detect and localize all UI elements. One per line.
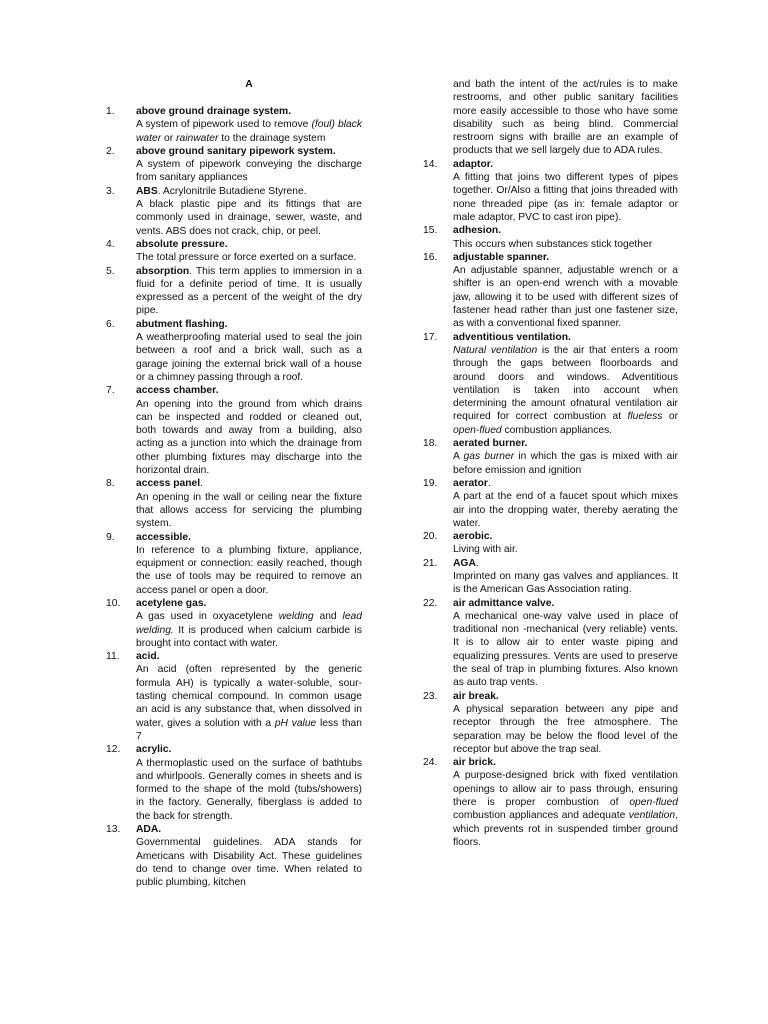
entry-number: 6.	[106, 318, 115, 330]
entry-term: adventitious ventilation.	[453, 331, 571, 343]
entry-definition	[136, 398, 362, 478]
definition-text: An opening into the ground from which drains can be inspected and rodded or cleaned out, both towards and away from a building, also acting as a junction into which the drainage from other plumbing fixtures may discharge into the horizontal drain.	[136, 398, 362, 477]
entry-number: 23.	[423, 690, 438, 702]
entry-number: 5.	[106, 265, 115, 277]
definition-text: A system of pipework conveying the discharge from sanitary appliances	[136, 159, 362, 184]
entry-term-suffix: .	[475, 557, 479, 569]
definition-text: or	[662, 411, 678, 423]
entry-term: air brick.	[453, 757, 496, 769]
entry-number: 9.	[106, 531, 115, 543]
definition-text: and	[313, 611, 343, 623]
glossary-entry	[106, 384, 362, 477]
definition-text: Living with air.	[453, 544, 518, 556]
entry-definition	[453, 769, 678, 849]
entry-number: 13.	[106, 824, 121, 836]
definition-italic-text: open-flued	[629, 797, 678, 809]
entry-term: adaptor.	[453, 158, 494, 170]
definition-italic-text: lead welding.	[136, 611, 362, 636]
left-entries	[106, 105, 362, 890]
entry-number: 1.	[106, 106, 115, 117]
entry-term: acid.	[136, 651, 160, 663]
entry-head	[453, 437, 678, 450]
entry-term: air break.	[453, 690, 499, 702]
right-entries	[423, 158, 678, 849]
entry-head	[453, 690, 678, 703]
definition-text: An adjustable spanner, adjustable wrench or a shifter is an open-end wrench with a movable jaw, allowing it to be used with different sizes of fastener head rather than just one fastener size, as with a conventional fixed spanner.	[453, 265, 678, 330]
definition-text: A part at the end of a faucet spout which mixes air into the dropping water, thereby aerating the water.	[453, 491, 678, 529]
entry-head	[136, 743, 362, 756]
entry-term: aerator	[453, 477, 488, 489]
entry-definition	[453, 490, 678, 530]
entry-term: AGA	[453, 557, 476, 569]
definition-text: A weatherproofing material used to seal the join between a roof and a brick wall, such as a garage joining the external brick wall of a house or a chimney passing through a roof.	[136, 332, 362, 383]
entry-number: 22.	[423, 597, 438, 609]
entry-definition	[136, 251, 362, 264]
glossary-entry	[106, 238, 362, 265]
entry-number: 17.	[423, 331, 438, 343]
entry-head	[453, 557, 678, 570]
entry-term: abutment flashing.	[136, 318, 228, 330]
entry-term: absorption	[136, 265, 190, 277]
entry-term: aerobic.	[453, 531, 493, 543]
definition-text: , which prevents rot in suspended timber ground floors.	[453, 810, 678, 848]
glossary-entry	[106, 743, 362, 823]
entry-term: access chamber.	[136, 385, 219, 397]
entry-definition	[453, 344, 678, 437]
glossary-entry	[106, 318, 362, 384]
entry-term: absolute pressure.	[136, 238, 228, 250]
entry-term: access panel	[136, 478, 201, 490]
definition-italic-text: ventilation	[628, 810, 676, 822]
definition-text: A mechanical one-way valve used in place of traditional non -mechanical (very reliable) vents. It is to allow air to enter waste piping and equalizing pressures. Vents are used to preserve the seal of trap in plumbing fixtures. Also known as auto trap vents.	[453, 610, 678, 689]
entry-number: 12.	[106, 744, 121, 756]
glossary-entry	[423, 597, 678, 690]
definition-text: A black plastic pipe and its fittings that are commonly used in drainage, sewer, waste, and vents. ABS does not crack, chip, or peel.	[136, 199, 362, 237]
definition-text: less than 7	[136, 717, 363, 742]
entry-head	[453, 530, 678, 543]
entry-head	[136, 265, 362, 318]
definition-text: Governmental guidelines. ADA stands for Americans with Disability Act. These guidelines do tend to change over time. When related to public plumbing, kitchen	[136, 837, 362, 889]
entry-definition	[136, 663, 362, 743]
entry-head	[136, 318, 362, 331]
entry-number: 8.	[106, 478, 115, 490]
entry-head	[136, 145, 362, 158]
entry-definition	[136, 757, 362, 823]
entry-number: 15.	[423, 225, 438, 237]
entry-head	[136, 531, 362, 544]
entry-head	[136, 597, 362, 610]
entry-term: acetylene gas.	[136, 597, 207, 609]
glossary-entry	[106, 145, 362, 185]
glossary-entry	[423, 530, 678, 557]
definition-text: An opening in the wall or ceiling near the fixture that allows access for servicing the plumbing system.	[136, 491, 362, 530]
entry-head	[136, 384, 362, 397]
glossary-entry	[423, 331, 678, 437]
entry-definition	[136, 610, 362, 650]
entry-term-suffix: .	[487, 477, 491, 489]
definition-text: A system of pipework used to remove	[136, 119, 312, 131]
definition-text: In reference to a plumbing fixture, appliance, equipment or connection: easily reached, though the use of tools may be required to remove an access panel or open a door.	[136, 544, 362, 596]
entry-number: 16.	[423, 251, 438, 263]
definition-italic-text: gas burner	[463, 451, 515, 463]
left-column	[106, 78, 362, 890]
entry-head	[453, 756, 678, 769]
entry-term: accessible.	[136, 531, 191, 543]
entry-definition	[136, 836, 362, 889]
definition-italic-text: open-flued	[453, 424, 502, 436]
entry-head	[136, 477, 362, 490]
entry-definition	[453, 703, 678, 756]
entry-head	[136, 823, 362, 836]
entry-definition	[453, 570, 678, 597]
entry-head	[453, 477, 678, 490]
entry-number: 14.	[423, 158, 438, 170]
entry-head	[136, 238, 362, 251]
entry-definition	[453, 264, 678, 330]
entry-definition	[136, 158, 362, 185]
definition-text: A gas used in oxyacetylene	[136, 611, 279, 623]
glossary-entry	[423, 158, 678, 224]
entry-definition	[136, 118, 362, 145]
entry-definition	[453, 450, 678, 477]
entry-term-suffix: . This term applies to immersion in a fluid for a definite period of time. It is usually expressed as a percent of the weight of the dry pipe.	[136, 265, 362, 317]
entry-term: acrylic.	[136, 744, 172, 756]
entry-continuation: and bath the intent of the act/rules is to make restrooms, and other public sanitary facilities more easily accessible to those who have some disability such as being blind. Commercial restroom signs with braille are an example of products that we sell largely due to ADA rules.	[453, 79, 678, 157]
glossary-entry	[423, 251, 678, 331]
definition-text: A physical separation between any pipe and receptor through the free atmosphere. The separation may be below the flood level of the receptor but above the trap seal.	[453, 703, 678, 755]
entry-head	[453, 251, 678, 264]
definition-text: A fitting that joins two different types of pipes together. Or/Also a fitting that joins threaded with none threaded pipe (as in: female adaptor or male adaptor, PVC to cast iron pipe).	[453, 172, 678, 223]
definition-text: to the drainage system	[218, 132, 326, 144]
glossary-entry	[106, 531, 362, 597]
entry-term: aerated burner.	[453, 438, 528, 450]
entry-head	[453, 224, 678, 237]
glossary-entry	[106, 823, 362, 889]
definition-text: A purpose-designed brick with fixed ventilation openings to allow air to pass through, ensuring there is proper combustion of	[453, 770, 678, 809]
glossary-entry	[106, 597, 362, 650]
entry-term-suffix: . Acrylonitrile Butadiene Styrene.	[157, 185, 307, 197]
entry-definition	[136, 331, 362, 384]
glossary-entry	[423, 756, 678, 849]
entry-term: adhesion.	[453, 225, 502, 237]
entry-number: 21.	[423, 557, 438, 569]
definition-italic-text: welding	[278, 611, 314, 623]
entry-number: 20.	[423, 531, 438, 543]
right-column	[423, 78, 678, 849]
glossary-entry	[106, 477, 362, 530]
entry-definition	[136, 491, 362, 531]
entry-head	[453, 331, 678, 344]
definition-text: combustion appliances and adequate	[453, 810, 629, 822]
definition-text: It is produced when calcium carbide is brought into contact with water.	[136, 624, 362, 649]
glossary-entry	[106, 650, 362, 743]
entry-number: 24.	[423, 757, 438, 769]
entry-term: air admittance valve.	[453, 597, 555, 609]
entry-head	[453, 158, 678, 171]
entry-term: above ground drainage system.	[136, 106, 292, 117]
glossary-entry	[423, 690, 678, 756]
entry-term: above ground sanitary pipework system.	[136, 145, 336, 157]
glossary-entry	[423, 437, 678, 477]
glossary-entry	[106, 185, 362, 238]
definition-italic-text: rainwater	[176, 132, 219, 144]
definition-text: A	[453, 451, 464, 463]
entry-number: 18.	[423, 438, 438, 450]
definition-text: combustion appliances.	[501, 424, 613, 436]
entry-definition	[136, 544, 362, 597]
glossary-entry	[423, 224, 678, 251]
section-heading: A	[245, 79, 253, 90]
entry-number: 3.	[106, 185, 115, 197]
glossary-entry	[106, 105, 362, 145]
entry-definition	[453, 543, 678, 556]
glossary-entry	[423, 557, 678, 597]
definition-italic-text: flueless	[627, 411, 663, 423]
entry-head	[136, 185, 362, 198]
glossary-entry	[106, 265, 362, 318]
entry-term: ABS	[136, 185, 158, 197]
entry-head	[136, 650, 362, 663]
entry-number: 10.	[106, 597, 121, 609]
definition-text: This occurs when substances stick together	[453, 238, 653, 250]
definition-text: A thermoplastic used on the surface of bathtubs and whirlpools. Generally comes in sheets and is formed to the shape of the mold (tubs/showers) in the factory. Generally, fiberglass is added to the back for strength.	[136, 757, 362, 822]
definition-italic-text: (foul) black water	[136, 119, 363, 144]
definition-text: in which the gas is mixed with air before emission and ignition	[453, 451, 678, 476]
definition-text: The total pressure or force exerted on a surface.	[136, 252, 357, 264]
definition-text: is the air that enters a room through the gaps between floorboards and around doors and windows. Adventitious ventilation is taken into account when determining the amount ofnatural ventilation air required for correct combustion at	[453, 344, 678, 423]
definition-text: Imprinted on many gas valves and appliances. It is the American Gas Association rating.	[453, 570, 678, 596]
entry-term: ADA.	[136, 824, 162, 836]
entry-term-suffix: .	[200, 478, 203, 490]
definition-text: or	[161, 132, 177, 144]
entry-number: 19.	[423, 477, 438, 489]
definition-italic-text: pH value	[274, 717, 317, 729]
definition-italic-text: Natural ventilation	[453, 344, 538, 356]
entry-definition	[136, 198, 362, 238]
entry-number: 4.	[106, 238, 115, 250]
entry-term: adjustable spanner.	[453, 251, 550, 263]
entry-head	[453, 597, 678, 610]
glossary-entry	[423, 477, 678, 530]
entry-head	[136, 105, 362, 118]
entry-definition	[453, 238, 678, 251]
definition-text: An acid (often represented by the generic formula AH) is typically a water-soluble, sour-tasting chemical compound. In common usage an acid is any substance that, when dissolved in water, gives a solution with a	[136, 664, 362, 729]
entry-definition	[453, 171, 678, 224]
entry-number: 11.	[106, 651, 120, 663]
entry-number: 7.	[106, 385, 115, 397]
entry-definition	[453, 610, 678, 690]
entry-number: 2.	[106, 145, 115, 157]
